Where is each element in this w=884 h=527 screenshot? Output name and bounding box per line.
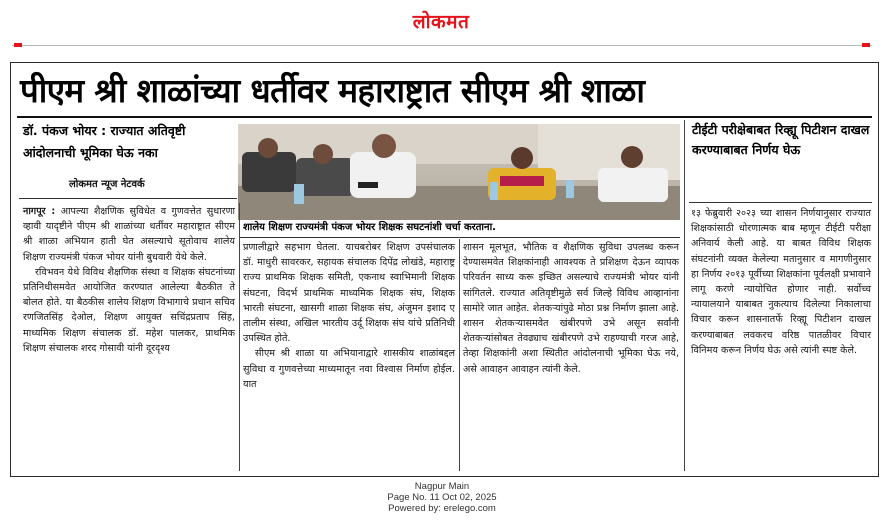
- sidebar-rule: [689, 202, 872, 203]
- caption-rule: [240, 237, 680, 238]
- masthead: [0, 0, 884, 42]
- byline-rule: [19, 198, 237, 199]
- article-headline: पीएम श्री शाळांच्या धर्तीवर महाराष्ट्रात सीएम श्री शाळा: [20, 71, 645, 110]
- sidebar-title: टीईटी परीक्षेबाबत रिव्ह्यू पिटीशन दाखल करण्याबाबत निर्णय घेऊ: [692, 122, 870, 157]
- column-separator: [239, 203, 240, 471]
- masthead-red-tick: [862, 43, 870, 47]
- column-separator: [459, 239, 460, 471]
- headline-rule: [17, 116, 872, 118]
- article-paragraph: रविभवन येथे विविध शैक्षणिक संस्था व शिक्षक संघटनांच्या प्रतिनिधीसमवेत आयोजित करण्यात आलेल्या बैठकीत ते बोलत होते. या बैठकीस शालेय शिक्षण विभागाचे प्रधान सचिव रणजितसिंह देओल, शिक्षण आयुक्त सचिंद्रप्रताप सिंह, माध्यमिक शिक्षण संचालक डॉ. महेश पालकर, प्राथमिक शिक्षण संचालक शरद गोसावी यांनी दूरदृश्य: [23, 266, 235, 354]
- article-dateline: नागपूर :: [23, 206, 56, 217]
- article-paragraph: सीएम श्री शाळा या अभियानाद्वारे शासकीय शाळांबद्दल सुविधा व गुणवत्तेच्या माध्यमातून नवा विश्वास निर्माण होईल. यात: [243, 348, 455, 390]
- article-column-3: [463, 240, 679, 377]
- article-paragraph: [23, 204, 235, 265]
- footer-powered-by: Powered by: erelego.com: [388, 503, 496, 514]
- photo-caption: शालेय शिक्षण राज्यमंत्री पंकज भोयर शिक्षक सघटनांशी चर्चा करताना.: [243, 222, 496, 233]
- article-photo: [238, 124, 680, 220]
- masthead-rule: [12, 45, 872, 46]
- article-paragraph: शासन मूलभूत, भौतिक व शैक्षणिक सुविधा उपलब्ध करून देण्यासमवेत शिक्षकांनाही आवश्यक ते प्रशिक्षण देऊन व्यापक परिवर्तन साध्य करू इच्छित असल्याचे राज्यमंत्री भोयर यांनी सांगितले. राज्यात अतिवृष्टीमुळे सर्व जिल्हे विविध आव्हानांना सामोरे जात आहेत. शेतकऱ्यांपुढे मोठा प्रश्न निर्माण झाला आहे. शासन शेतकऱ्यासमवेत खंबीरपणे उभे असून सर्वांनी शेतकऱ्यांसोबत तेवढ्याच खंबीरपणे उभे राहण्याची गरज आहे, तेव्हा शिक्षकांनी अशा स्थितीत आंदोलनाची भूमिका घेऊ नये, असे आवाहन आवाहन त्यांनी केले.: [463, 242, 679, 375]
- meeting-photo-illustration: [238, 124, 680, 220]
- article-text: आपल्या शैक्षणिक सुविधेत व गुणवत्तेत सुधारणा व्हावी यादृष्टीने पीएम श्री शाळांच्या धर्तीवर महाराष्ट्रात सीएम श्री शाळा अभियान हाती घेत असल्याचे सूतोवाच शालेय शिक्षण राज्यमंत्री पंकज भोयर यांनी बुधवारी येथे केले.: [23, 206, 235, 263]
- article-subheadline: डॉ. पंकज भोयर : राज्यात अतिवृष्टी आंदोलनाची भूमिका घेऊ नका: [23, 123, 186, 160]
- article-column-2: [243, 240, 455, 392]
- column-separator: [684, 120, 685, 471]
- footer-page-info: Page No. 11 Oct 02, 2025: [387, 492, 497, 503]
- sidebar-paragraph: १३ फेब्रुवारी २०२३ च्या शासन निर्णयानुसार राज्यात शिक्षकांसाठी धोरणात्मक बाब म्हणून टीईटी परीक्षा अनिवार्य केली आहे. या बाबत विविध शिक्षक संघटनांनी व्यक्त केलेल्या मतानुसार व मागणीनुसार हा निर्णय २०१३ पूर्वीच्या शिक्षकांना पूर्वलक्षी प्रभावाने लागू करणे न्यायोचित होणार नाही. सर्वोच्च न्यायालयाने याबाबत नुकत्याच दिलेल्या निकालाचा विचार करून शासनातर्फे रिव्ह्यू पिटीशन दाखल करण्याबाबत लवकरच वरिष्ठ पातळीवर विचार विनिमय करून निर्णय घेऊ असे त्यांनी स्पष्ट केले.: [691, 208, 871, 356]
- page-footer: [0, 481, 884, 514]
- sidebar-body: [691, 206, 871, 358]
- news-clipping: [10, 62, 879, 477]
- article-column-1: [23, 204, 235, 356]
- footer-edition: Nagpur Main: [414, 481, 470, 492]
- masthead-red-tick: [14, 43, 22, 47]
- article-byline: लोकमत न्यूज नेटवर्क: [69, 179, 145, 190]
- lokmat-logo: लोकमत: [412, 11, 470, 33]
- article-paragraph: प्रणालीद्वारे सहभाग घेतला. याचबरोबर शिक्षण उपसंचालक डॉ. माधुरी सावरकर, सहायक संचालक दिपेंद्र लोखंडे, महाराष्ट्र राज्य प्राथमिक शिक्षक समिती, एकनाथ स्वाभिमानी शिक्षक संघटना, विदर्भ प्राथमिक माध्यमिक शिक्षक संघ, शिक्षक भारती संघटना, खासगी शाळा शिक्षक संघ, अंजुमन इशाद ए तालीम संस्था, अखिल भारतीय उर्दू शिक्षक संघ यांचे प्रतिनिधी उपस्थित होते.: [243, 242, 455, 345]
